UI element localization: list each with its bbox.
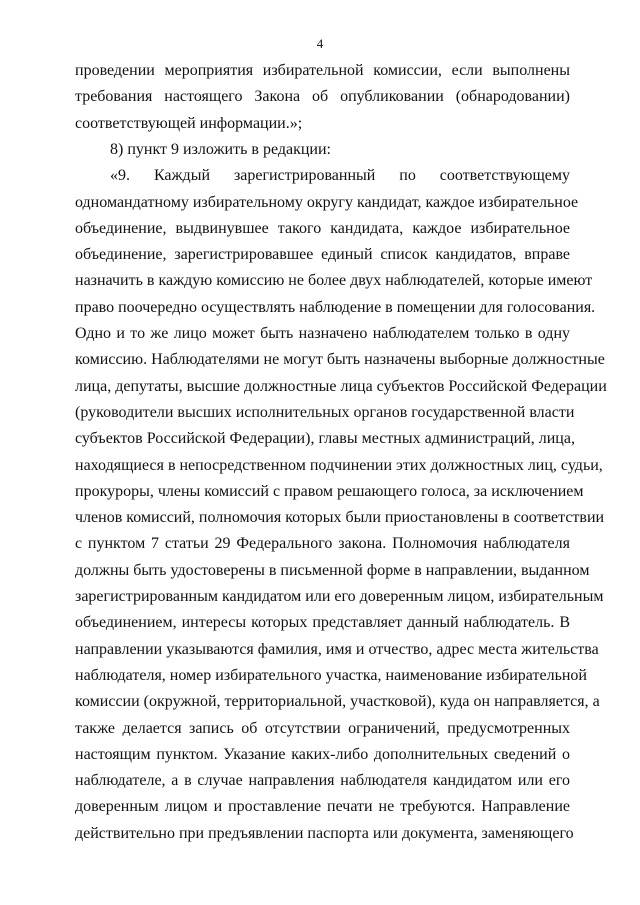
text-line: комиссии (окружной, территориальной, участковой), куда он направляется, а (75, 693, 600, 711)
text-line: «9. Каждый зарегистрированный по соответствующему (110, 167, 570, 185)
text-line: действительно при предъявлении паспорта или документа, заменяющего (75, 824, 574, 842)
text-line: лица, депутаты, высшие должностные лица субъектов Российской Федерации (75, 377, 607, 395)
text-line: (руководители высших исполнительных органов государственной власти (75, 403, 575, 421)
text-line: одномандатному избирательному округу кандидат, каждое избирательное (75, 193, 579, 211)
text-line: прокуроры, члены комиссий с правом решающего голоса, за исключением (75, 482, 584, 500)
page-number: 4 (316, 36, 324, 51)
text-line: назначить в каждую комиссию не более двух наблюдателей, которые имеют (75, 272, 593, 290)
text-line: также делается запись об отсутствии ограничений, предусмотренных (75, 719, 570, 737)
text-line: наблюдателе, а в случае направления наблюдателя кандидатом или его (75, 772, 570, 790)
text-line: Одно и то же лицо может быть назначено наблюдателем только в одну (75, 325, 570, 342)
text-line: направлении указываются фамилия, имя и отчество, адрес места жительства (75, 640, 599, 658)
text-line: наблюдателя, номер избирательного участка, наименование избирательной (75, 666, 587, 684)
text-line: находящиеся в непосредственном подчинении этих должностных лиц, судьи, (75, 456, 603, 474)
text-line: доверенным лицом и проставление печати не требуются. Направление (75, 798, 570, 816)
text-line: зарегистрированным кандидатом или его доверенным лицом, избирательным (75, 588, 604, 605)
text-line: 8) пункт 9 изложить в редакции: (110, 140, 331, 158)
text-line: членов комиссий, полномочия которых были приостановлены в соответствии (75, 509, 605, 527)
text-line: с пунктом 7 статьи 29 Федерального закона. Полномочия наблюдателя (75, 535, 570, 553)
text-line: настоящим пунктом. Указание каких-либо дополнительных сведений о (75, 745, 570, 763)
text-line: право поочередно осуществлять наблюдение в помещении для голосования. (75, 298, 596, 316)
text-line: комиссию. Наблюдателями не могут быть назначены выборные должностные (75, 351, 605, 369)
text-line: проведении мероприятия избирательной комиссии, если выполнены (75, 62, 570, 79)
text-line: объединение, зарегистрировавшее единый список кандидатов, вправе (75, 246, 570, 264)
text-line: соответствующей информации.»; (75, 114, 303, 132)
text-line: субъектов Российской Федерации), главы местных администраций, лица, (75, 430, 575, 448)
text-line: требования настоящего Закона об опубликовании (обнародовании) (75, 88, 570, 106)
text-line: должны быть удостоверены в письменной форме в направлении, выданном (75, 561, 590, 579)
text-line: объединением, интересы которых представляет данный наблюдатель. В (75, 614, 570, 632)
text-line: объединение, выдвинувшее такого кандидата, каждое избирательное (75, 219, 570, 237)
